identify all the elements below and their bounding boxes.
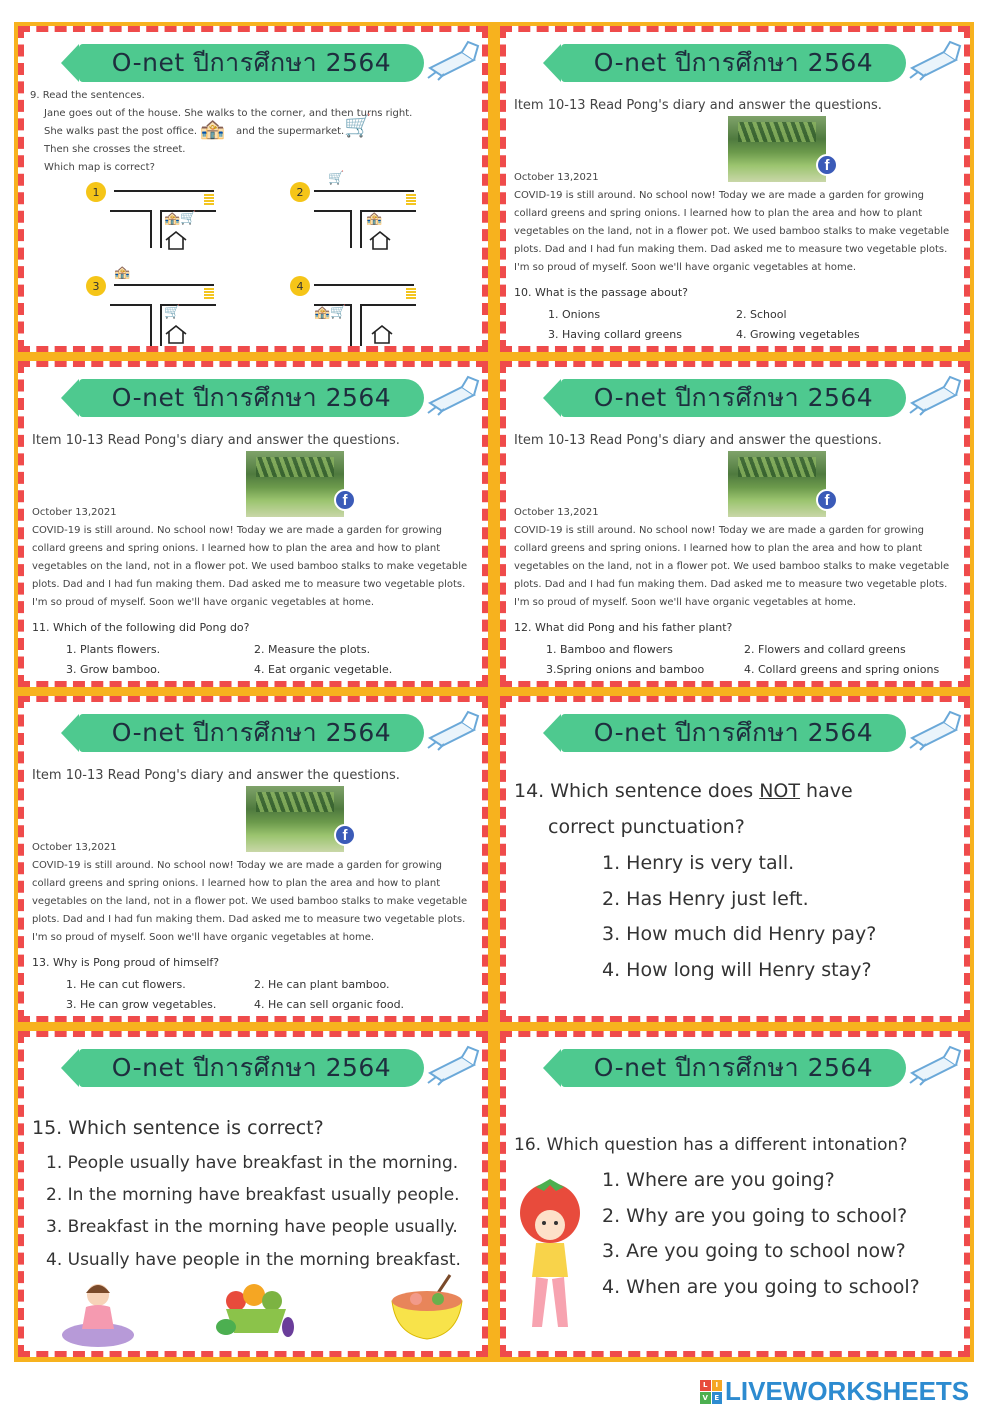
diary-date: October 13,2021: [32, 507, 117, 518]
question-text: 11. Which of the following did Pong do?: [32, 621, 250, 634]
diary-date: October 13,2021: [514, 507, 599, 518]
card-banner: O-net ปีการศึกษา 2564: [79, 714, 424, 752]
answer-option[interactable]: 1. Bamboo and flowers: [546, 643, 673, 656]
diary-line: plots. Dad and I had fun making them. Dad asked me to measure two vegetable plots.: [32, 579, 466, 590]
answer-option[interactable]: 3. Are you going to school now?: [602, 1240, 906, 1262]
map-number[interactable]: 2: [290, 182, 310, 202]
q9-header: 9. Read the sentences.: [30, 90, 145, 101]
answer-option[interactable]: 4. He can sell organic food.: [254, 998, 405, 1011]
crosswalk: [204, 194, 214, 206]
diary-line: collard greens and spring onions. I learned how to plan the area and how to plant: [32, 878, 441, 889]
crosswalk: [406, 288, 416, 300]
diary-line: I'm so proud of myself. Soon we'll have organic vegetables at home.: [514, 262, 857, 273]
diary-line: COVID-19 is still around. No school now! Today we are made a garden for growing: [32, 860, 443, 871]
facebook-icon: f: [816, 489, 838, 511]
diary-line: I'm so proud of myself. Soon we'll have organic vegetables at home.: [32, 932, 375, 943]
question-text: 12. What did Pong and his father plant?: [514, 621, 733, 634]
answer-option[interactable]: 4. Growing vegetables: [736, 328, 860, 341]
rocket-icon: [904, 373, 966, 417]
garden-photo: [246, 451, 344, 517]
diary-line: I'm so proud of myself. Soon we'll have organic vegetables at home.: [32, 597, 375, 608]
not-emphasis: NOT: [759, 780, 800, 802]
card-q16: [500, 1031, 970, 1357]
answer-option[interactable]: 1. Henry is very tall.: [602, 852, 795, 874]
map-number[interactable]: 3: [86, 276, 106, 296]
card-banner: O-net ปีการศึกษา 2564: [79, 379, 424, 417]
house-icon: [368, 230, 392, 250]
diary-intro: Item 10-13 Read Pong's diary and answer the questions.: [32, 768, 400, 783]
answer-option[interactable]: 2. Flowers and collard greens: [744, 643, 906, 656]
shopping-cart-icon: 🛒: [344, 114, 372, 139]
answer-option[interactable]: 3.Spring onions and bamboo: [546, 663, 705, 676]
q9-line: and the supermarket.: [236, 126, 345, 137]
road-line: [314, 210, 352, 248]
answer-option[interactable]: 1. People usually have breakfast in the morning.: [46, 1153, 459, 1173]
answer-option[interactable]: 4. Collard greens and spring onions: [744, 663, 940, 676]
q9-line: Jane goes out of the house. She walks to the corner, and then turns right.: [44, 108, 413, 119]
diary-line: plots. Dad and I had fun making them. Dad asked me to measure two vegetable plots.: [514, 579, 948, 590]
shopping-cart-icon: 🛒: [164, 305, 181, 320]
diary-line: COVID-19 is still around. No school now! Today we are made a garden for growing: [32, 525, 443, 536]
road-line: [114, 190, 214, 192]
post-office-icon: 🏤: [114, 265, 131, 280]
garden-photo: [728, 451, 826, 517]
diary-line: collard greens and spring onions. I learned how to plan the area and how to plant: [514, 208, 923, 219]
answer-option[interactable]: 2. Measure the plots.: [254, 643, 371, 656]
shopping-cart-icon: 🛒: [328, 171, 345, 186]
diary-line: collard greens and spring onions. I learned how to plan the area and how to plant: [32, 543, 441, 554]
answer-option[interactable]: 3. He can grow vegetables.: [66, 998, 217, 1011]
post-office-icon: 🏤: [366, 211, 383, 226]
answer-option[interactable]: 3. Having collard greens: [548, 328, 682, 341]
question-text: 16. Which question has a different intonation?: [514, 1135, 908, 1155]
facebook-icon: f: [334, 489, 356, 511]
diary-date: October 13,2021: [32, 842, 117, 853]
diary-intro: Item 10-13 Read Pong's diary and answer the questions.: [514, 433, 882, 448]
card-banner: O-net ปีการศึกษา 2564: [561, 379, 906, 417]
answer-option[interactable]: 1. He can cut flowers.: [66, 978, 186, 991]
post-office-icon: 🏤: [200, 116, 225, 140]
answer-option[interactable]: 4. Usually have people in the morning breakfast.: [46, 1250, 461, 1270]
diary-line: COVID-19 is still around. No school now! Today we are made a garden for growing: [514, 190, 925, 201]
strawberry-kid-icon: [512, 1177, 588, 1337]
rocket-icon: [422, 708, 484, 752]
answer-option[interactable]: 1. Plants flowers.: [66, 643, 161, 656]
rocket-icon: [422, 38, 484, 82]
rocket-icon: [904, 708, 966, 752]
house-icon: [164, 324, 188, 344]
diary-intro: Item 10-13 Read Pong's diary and answer the questions.: [514, 98, 882, 113]
card-q11: [18, 361, 488, 687]
answer-option[interactable]: 1. Where are you going?: [602, 1169, 835, 1191]
fruit-basket-icon: [214, 1277, 298, 1343]
rocket-icon: [904, 1043, 966, 1087]
answer-option[interactable]: 4. How long will Henry stay?: [602, 959, 872, 981]
diary-line: COVID-19 is still around. No school now! Today we are made a garden for growing: [514, 525, 925, 536]
q9-line: Then she crosses the street.: [44, 144, 186, 155]
garden-photo: [246, 786, 344, 852]
house-icon: [164, 230, 188, 250]
question-text: 14. Which sentence does NOT have: [514, 780, 853, 802]
question-text: correct punctuation?: [548, 816, 745, 838]
diary-line: vegetables on the land, not in a flower pot. We used bamboo stalks to make vegetable: [32, 561, 468, 572]
answer-option[interactable]: 4. Eat organic vegetable.: [254, 663, 393, 676]
crosswalk: [204, 288, 214, 300]
diary-line: plots. Dad and I had fun making them. Dad asked me to measure two vegetable plots.: [514, 244, 948, 255]
noodle-bowl-icon: [384, 1273, 470, 1345]
q9-line: She walks past the post office.: [44, 126, 198, 137]
answer-option[interactable]: 1. Onions: [548, 308, 601, 321]
liveworksheets-logo[interactable]: [700, 1376, 969, 1407]
answer-option[interactable]: 3. How much did Henry pay?: [602, 923, 877, 945]
road-line: [314, 190, 414, 192]
post-office-icon: 🏤🛒: [164, 211, 197, 226]
question-text: 13. Why is Pong proud of himself?: [32, 956, 220, 969]
answer-option[interactable]: 2. In the morning have breakfast usually people.: [46, 1185, 460, 1205]
map-number[interactable]: 1: [86, 182, 106, 202]
road-line: [314, 284, 414, 286]
diary-line: collard greens and spring onions. I learned how to plan the area and how to plant: [514, 543, 923, 554]
diary-line: plots. Dad and I had fun making them. Dad asked me to measure two vegetable plots.: [32, 914, 466, 925]
card-banner: O-net ปีการศึกษา 2564: [561, 714, 906, 752]
card-banner: O-net ปีการศึกษา 2564: [79, 44, 424, 82]
diary-intro: Item 10-13 Read Pong's diary and answer the questions.: [32, 433, 400, 448]
girl-eating-icon: [58, 1277, 138, 1349]
rocket-icon: [422, 1043, 484, 1087]
question-text: 15. Which sentence is correct?: [32, 1117, 324, 1139]
rocket-icon: [904, 38, 966, 82]
card-q9: [18, 26, 488, 352]
card-q13: [18, 696, 488, 1022]
answer-option[interactable]: 2. He can plant bamboo.: [254, 978, 390, 991]
house-icon: [370, 324, 394, 344]
facebook-icon: f: [816, 154, 838, 176]
diary-line: vegetables on the land, not in a flower pot. We used bamboo stalks to make vegetable: [514, 226, 950, 237]
card-q15: [18, 1031, 488, 1357]
card-banner: O-net ปีการศึกษา 2564: [561, 1049, 906, 1087]
answer-option[interactable]: 4. When are you going to school?: [602, 1276, 920, 1298]
road-line: [114, 284, 214, 286]
facebook-icon: f: [334, 824, 356, 846]
q9-line: Which map is correct?: [44, 162, 155, 173]
rocket-icon: [422, 373, 484, 417]
question-text: 10. What is the passage about?: [514, 286, 688, 299]
card-q14: [500, 696, 970, 1022]
answer-option[interactable]: 2. Why are you going to school?: [602, 1205, 908, 1227]
crosswalk: [406, 194, 416, 206]
answer-option[interactable]: 2. Has Henry just left.: [602, 888, 809, 910]
card-banner: O-net ปีการศึกษา 2564: [561, 44, 906, 82]
answer-option[interactable]: 3. Breakfast in the morning have people usually.: [46, 1217, 458, 1237]
garden-photo: [728, 116, 826, 182]
post-office-icon: 🏤🛒: [314, 305, 347, 320]
map-number[interactable]: 4: [290, 276, 310, 296]
card-banner: O-net ปีการศึกษา 2564: [79, 1049, 424, 1087]
road-line: [110, 210, 152, 248]
card-q12: [500, 361, 970, 687]
diary-date: October 13,2021: [514, 172, 599, 183]
diary-line: vegetables on the land, not in a flower pot. We used bamboo stalks to make vegetable: [32, 896, 468, 907]
logo-text: LIVEWORKSHEETS: [725, 1376, 970, 1406]
card-q10: [500, 26, 970, 352]
diary-line: I'm so proud of myself. Soon we'll have organic vegetables at home.: [514, 597, 857, 608]
diary-line: vegetables on the land, not in a flower pot. We used bamboo stalks to make vegetable: [514, 561, 950, 572]
logo-mark-icon: L I V E: [700, 1380, 722, 1404]
answer-option[interactable]: 3. Grow bamboo.: [66, 663, 161, 676]
answer-option[interactable]: 2. School: [736, 308, 787, 321]
road-line: [110, 304, 152, 346]
